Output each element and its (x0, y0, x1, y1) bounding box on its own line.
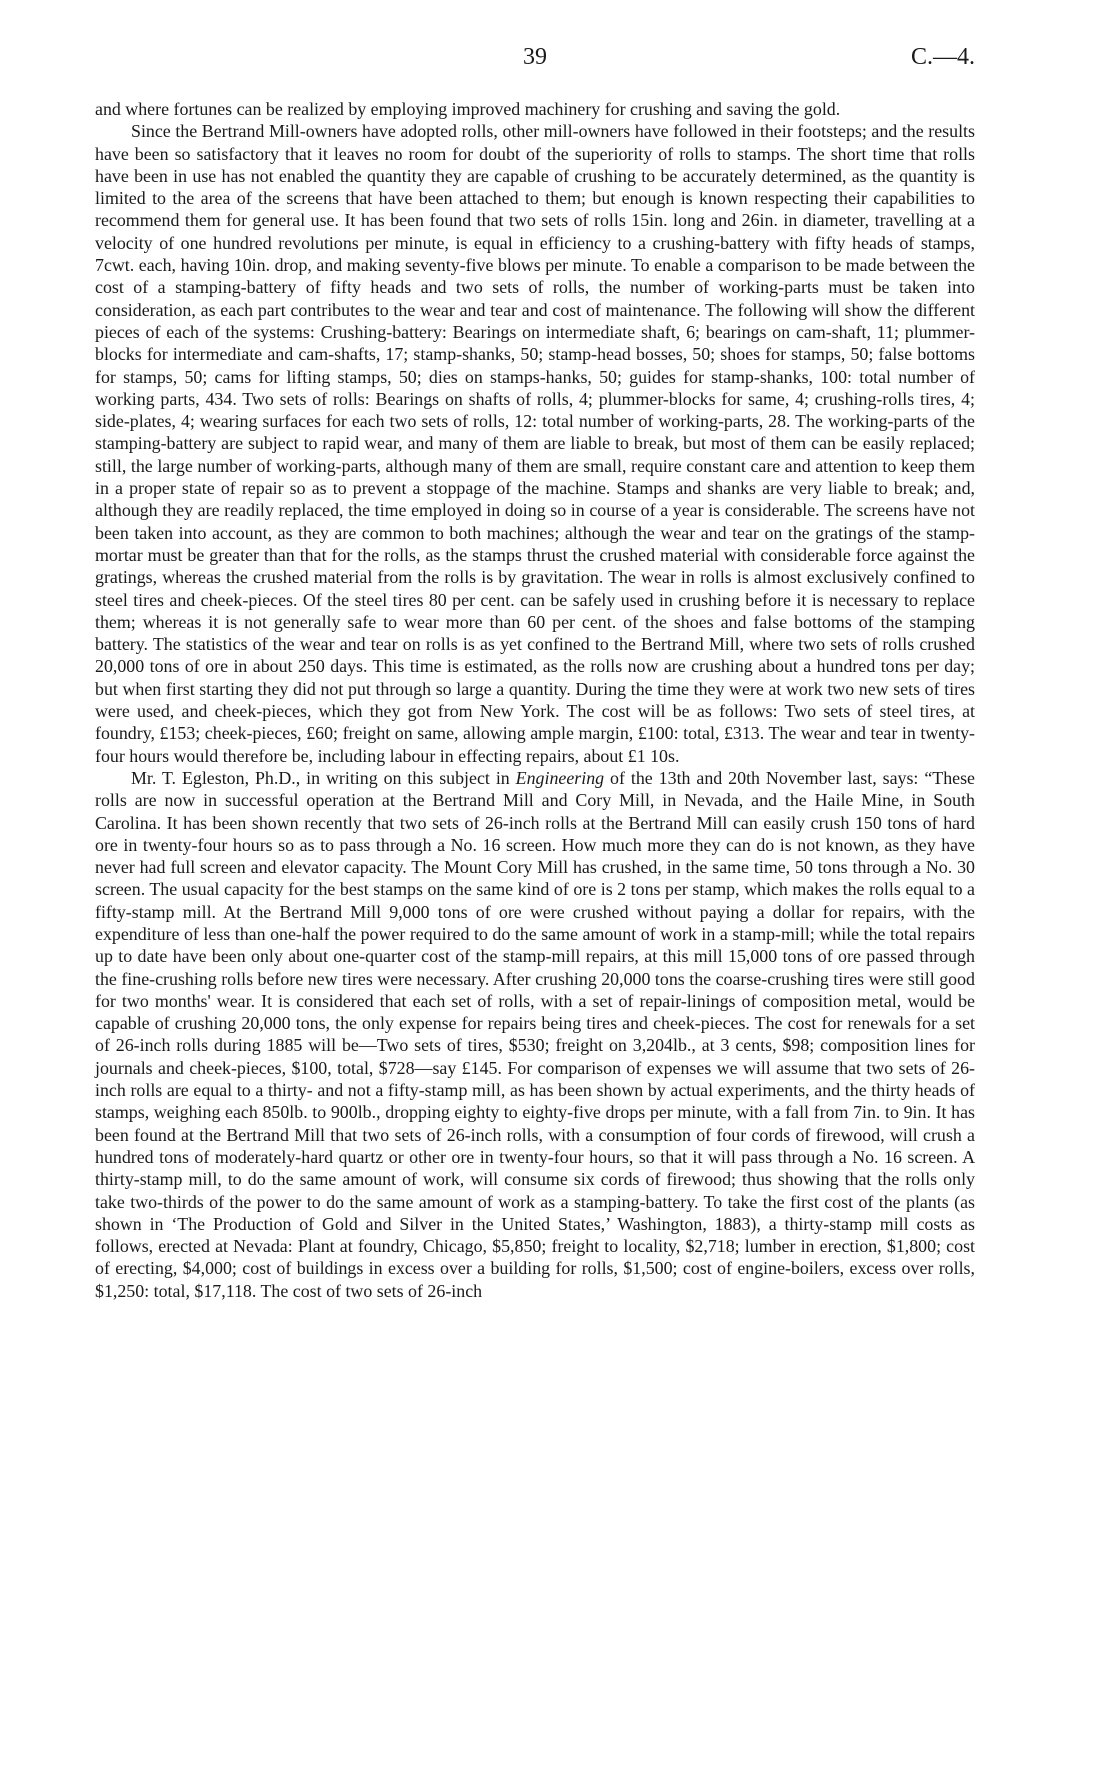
page-header (95, 44, 975, 80)
text-segment: Since the Bertrand Mill-owners have adopted rolls, other mill-owners have followed in their footsteps; and the results have been so satisfactory that it leaves no room for doubt of the superiority of rolls to stamps. The short time that rolls have been in use has not enabled the quantity they are capable of crushing to be accurately determined, as the quantity is limited to the area of the screens that have been attached to them; but enough is known respecting their capabilities to recommend them for general use. It has been found that two sets of rolls 15in. long and 26in. in diameter, travelling at a velocity of one hundred revolutions per minute, is equal in efficiency to a crushing-battery with fifty heads of stamps, 7cwt. each, having 10in. drop, and making seventy-five blows per minute. To enable a comparison to be made between the cost of a stamping-battery of fifty heads and two sets of rolls, the number of working-parts must be taken into consideration, as each part contributes to the wear and tear and cost of maintenance. The following will show the different pieces of each of the systems: Crushing-battery: Bearings on intermediate shaft, 6; bearings on cam-shaft, 11; plummer-blocks for intermediate and cam-shafts, 17; stamp-shanks, 50; stamp-head bosses, 50; shoes for stamps, 50; false bottoms for stamps, 50; cams for lifting stamps, 50; dies on stamps-hanks, 50; guides for stamp-shanks, 100: total number of working parts, 434. Two sets of rolls: Bearings on shafts of rolls, 4; plummer-blocks for same, 4; crushing-rolls tires, 4; side-plates, 4; wearing surfaces for each two sets of rolls, 12: total number of working-parts, 28. The working-parts of the stamping-battery are subject to rapid wear, and many of them are liable to break, but most of them can be easily replaced; still, the large number of working-parts, although many of them are small, require constant care and attention to keep them in a proper state of repair so as to prevent a stoppage of the machine. Stamps and shanks are very liable to break; and, although they are readily replaced, the time employed in doing so in course of a year is considerable. The screens have not been taken into account, as they are common to both machines; although the wear and tear on the gratings of the stamp-mortar must be greater than that for the rolls, as the stamps thrust the crushed material with considerable force against the gratings, whereas the crushed material from the rolls is by gravitation. The wear in rolls is almost exclusively confined to steel tires and cheek-pieces. Of the steel tires 80 per cent. can be safely used in crushing before it is necessary to replace them; whereas it is not generally safe to wear more than 60 per cent. of the shoes and false bottoms of the stamping battery. The statistics of the wear and tear on rolls is as yet confined to the Bertrand Mill, where two sets of rolls crushed 20,000 tons of ore in about 250 days. This time is estimated, as the rolls now are crushing about a hundred tons per day; but when first starting they did not put through so large a quantity. During the time they were at work two new sets of tires were used, and cheek-pieces, which they got from New York. The cost will be as follows: Two sets of steel tires, at foundry, £153; cheek-pieces, £60; freight on same, allowing ample margin, £100: total, £313. The wear and tear in twenty-four hours would therefore be, including labour in effecting repairs, about £1 10s. (95, 121, 975, 766)
paragraph-continuation (95, 98, 975, 120)
paragraph-egleston-quote (95, 767, 975, 1302)
text-segment: and where fortunes can be realized by employing improved machinery for crushing and saving the gold. (95, 99, 841, 119)
body-text (95, 98, 975, 1302)
paragraph-rolls-vs-stamps (95, 120, 975, 767)
italic-title: Engineering (515, 767, 605, 788)
page-number: 39 (523, 44, 547, 70)
text-segment: of the 13th and 20th November last, says: “These rolls are now in successful operation at the Bertrand Mill and Cory Mill, in Nevada, and the Haile Mine, in South Carolina. It has been shown recently that two sets of 26-inch rolls at the Bertrand Mill can easily crush 150 tons of hard ore in twenty-four hours so as to pass through a No. 16 screen. How much more they can do is not known, as they have never had full screen and elevator capacity. The Mount Cory Mill has crushed, in the same time, 50 tons through a No. 30 screen. The usual capacity for the best stamps on the same kind of ore is 2 tons per stamp, which makes the rolls equal to a fifty-stamp mill. At the Bertrand Mill 9,000 tons of ore were crushed without paying a dollar for repairs, with the expenditure of less than one-half the power required to do the same amount of work in a stamp-mill; while the total repairs up to date have been only about one-quarter cost of the stamp-mill repairs, at this mill 15,000 tons of ore passed through the fine-crushing rolls before new tires were necessary. After crushing 20,000 tons the coarse-crushing tires were still good for two months' wear. It is considered that each set of rolls, with a set of repair-linings of composition metal, would be capable of crushing 20,000 tons, the only expense for repairs being tires and cheek-pieces. The cost for renewals for a set of 26-inch rolls during 1885 will be—Two sets of tires, $530; freight on 3,204lb., at 3 cents, $98; composition lines for journals and cheek-pieces, $100, total, $728—say £145. For comparison of expenses we will assume that two sets of 26-inch rolls are equal to a thirty- and not a fifty-stamp mill, as has been shown by actual experiments, and the thirty heads of stamps, weighing each 850lb. to 900lb., dropping eighty to eighty-five drops per minute, with a fall from 7in. to 9in. It has been found at the Bertrand Mill that two sets of 26-inch rolls, with a consumption of four cords of firewood, will crush a hundred tons of moderately-hard quartz or other ore in twenty-four hours, so that it will pass through a No. 16 screen. A thirty-stamp mill, to do the same amount of work, will consume six cords of firewood; thus showing that the rolls only take two-thirds of the power to do the same amount of work as a stamping-battery. To take the first cost of the plants (as shown in ‘The Production of Gold and Silver in the United States,’ Washington, 1883), a thirty-stamp mill costs as follows, erected at Nevada: Plant at foundry, Chicago, $5,850; freight to locality, $2,718; lumber in erection, $1,800; cost of erecting, $4,000; cost of buildings in excess over a building for rolls, $1,500; cost of engine-boilers, excess over rolls, $1,250: total, $17,118. The cost of two sets of 26-inch (95, 767, 975, 1301)
text-segment: Mr. T. Egleston, Ph.D., in writing on this subject in (131, 767, 516, 788)
document-reference: C.—4. (910, 44, 975, 70)
